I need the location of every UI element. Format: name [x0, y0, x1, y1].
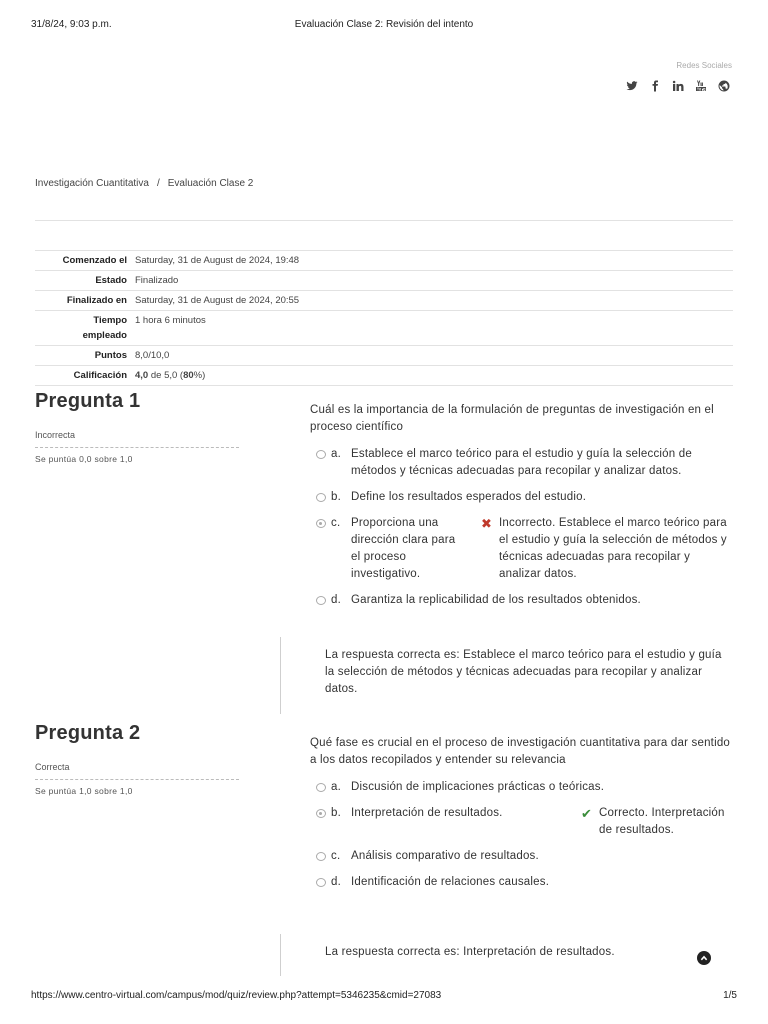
summary-value: Saturday, 31 de August de 2024, 19:48 — [135, 255, 300, 266]
grade-score: 4,0 — [135, 370, 149, 381]
answer-letter: a. — [331, 781, 341, 793]
answer-text: Discusión de implicaciones prácticas o teóricas. — [351, 781, 605, 793]
answer-letter: c. — [331, 850, 341, 862]
summary-label: Tiempo empleado — [82, 315, 127, 341]
attempt-summary-table — [35, 250, 733, 386]
question-grade: Se puntúa 1,0 sobre 1,0 — [35, 786, 133, 796]
answer-list — [310, 446, 735, 609]
radio-button[interactable] — [316, 878, 326, 887]
social-icons — [626, 79, 730, 93]
breadcrumb-course[interactable]: Investigación Cuantitativa — [35, 178, 149, 189]
breadcrumb — [35, 178, 253, 189]
social-label: Redes Sociales — [676, 61, 732, 70]
summary-label: Puntos — [94, 350, 127, 361]
answer-option[interactable] — [316, 592, 735, 609]
breadcrumb-separator: / — [156, 178, 160, 189]
answer-letter: c. — [331, 517, 341, 529]
answer-option[interactable] — [316, 489, 735, 506]
right-answer-text: La respuesta correcta es: Establece el marco teórico para el estudio y guía la selección de métodos y técnicas adecuadas para recopilar y analizar datos. — [325, 649, 722, 695]
answer-option[interactable] — [316, 779, 735, 796]
answer-text: Proporciona una dirección clara para el proceso investigativo. — [351, 517, 456, 580]
summary-value: Finalizado — [135, 275, 179, 286]
grade-percent: 80 — [183, 370, 194, 381]
breadcrumb-quiz[interactable]: Evaluación Clase 2 — [167, 178, 254, 189]
grade-middle: de 5,0 ( — [148, 370, 184, 381]
check-icon: ✔ — [581, 806, 593, 821]
print-page-number: 1/5 — [723, 990, 737, 1001]
right-answer-box — [280, 637, 735, 714]
radio-button[interactable] — [316, 450, 326, 459]
question-title: Pregunta 2 — [35, 722, 141, 744]
question-state: Incorrecta — [35, 430, 239, 448]
answer-feedback: Incorrecto. Establece el marco teórico para el estudio y guía la selección de métodos y técnicas adecuadas para recopilar y analizar datos. — [499, 517, 727, 580]
summary-row-time — [35, 311, 733, 346]
print-date: 31/8/24, 9:03 p.m. — [31, 19, 112, 30]
answer-letter: b. — [331, 807, 341, 819]
summary-value: Saturday, 31 de August de 2024, 20:55 — [135, 295, 300, 306]
radio-button[interactable] — [316, 783, 326, 792]
answer-text: Interpretación de resultados. — [351, 807, 503, 819]
print-url: https://www.centro-virtual.com/campus/mod/quiz/review.php?attempt=5346235&cmid=27083 — [31, 990, 442, 1001]
youtube-icon[interactable] — [695, 79, 707, 93]
answer-option-selected[interactable] — [316, 515, 735, 583]
summary-label: Calificación — [73, 370, 127, 381]
twitter-icon[interactable] — [626, 79, 638, 93]
summary-label: Comenzado el — [62, 255, 127, 266]
question-state: Correcta — [35, 762, 239, 780]
radio-button-checked[interactable] — [316, 809, 326, 818]
back-to-top-button[interactable] — [697, 951, 711, 965]
print-header — [31, 19, 737, 33]
answer-text: Identificación de relaciones causales. — [351, 876, 550, 888]
chevron-up-icon — [700, 954, 708, 962]
question-body — [310, 735, 735, 900]
question-info — [35, 722, 239, 796]
right-answer-text: La respuesta correcta es: Interpretación de resultados. — [325, 946, 615, 958]
summary-row-finished — [35, 291, 733, 311]
answer-text: Análisis comparativo de resultados. — [351, 850, 539, 862]
answer-list — [310, 779, 735, 891]
answer-feedback: Correcto. Interpretación de resultados. — [599, 807, 725, 836]
radio-button[interactable] — [316, 596, 326, 605]
section-divider — [35, 220, 733, 221]
radio-button[interactable] — [316, 493, 326, 502]
question-info — [35, 390, 239, 464]
question-body — [310, 402, 735, 618]
summary-value: 1 hora 6 minutos — [135, 315, 206, 326]
question-grade: Se puntúa 0,0 sobre 1,0 — [35, 454, 133, 464]
summary-label: Finalizado en — [66, 295, 127, 306]
answer-text: Establece el marco teórico para el estudio y guía la selección de métodos y técnicas adecuadas para recopilar y analizar datos. — [351, 448, 692, 477]
answer-option[interactable] — [316, 848, 735, 865]
answer-option[interactable] — [316, 446, 735, 480]
grade-end: %) — [193, 370, 206, 381]
print-footer — [31, 990, 737, 1004]
answer-letter: d. — [331, 876, 341, 888]
radio-button[interactable] — [316, 852, 326, 861]
summary-label: Estado — [95, 275, 127, 286]
radio-button-checked[interactable] — [316, 519, 326, 528]
answer-option[interactable] — [316, 874, 735, 891]
answer-letter: d. — [331, 594, 341, 606]
right-answer-box — [280, 934, 735, 976]
summary-value: 8,0/10,0 — [135, 350, 170, 361]
question-title: Pregunta 1 — [35, 390, 141, 412]
summary-row-started — [35, 251, 733, 271]
incorrect-icon: ✖ — [481, 516, 493, 531]
question-text: Qué fase es crucial en el proceso de investigación cuantitativa para dar sentido a los datos recopilados y entender su relevancia — [310, 737, 731, 766]
summary-row-grade — [35, 366, 733, 386]
answer-text: Garantiza la replicabilidad de los resultados obtenidos. — [351, 594, 641, 606]
summary-row-points — [35, 346, 733, 366]
facebook-icon[interactable] — [649, 79, 661, 93]
linkedin-icon[interactable] — [672, 79, 684, 93]
print-title: Evaluación Clase 2: Revisión del intento — [294, 19, 474, 30]
answer-letter: a. — [331, 448, 341, 460]
globe-icon[interactable] — [718, 79, 730, 93]
question-text: Cuál es la importancia de la formulación de preguntas de investigación en el proceso científico — [310, 404, 714, 433]
answer-text: Define los resultados esperados del estudio. — [351, 491, 587, 503]
answer-option-selected[interactable] — [316, 805, 735, 839]
summary-row-state — [35, 271, 733, 291]
answer-letter: b. — [331, 491, 341, 503]
summary-value — [135, 366, 733, 386]
